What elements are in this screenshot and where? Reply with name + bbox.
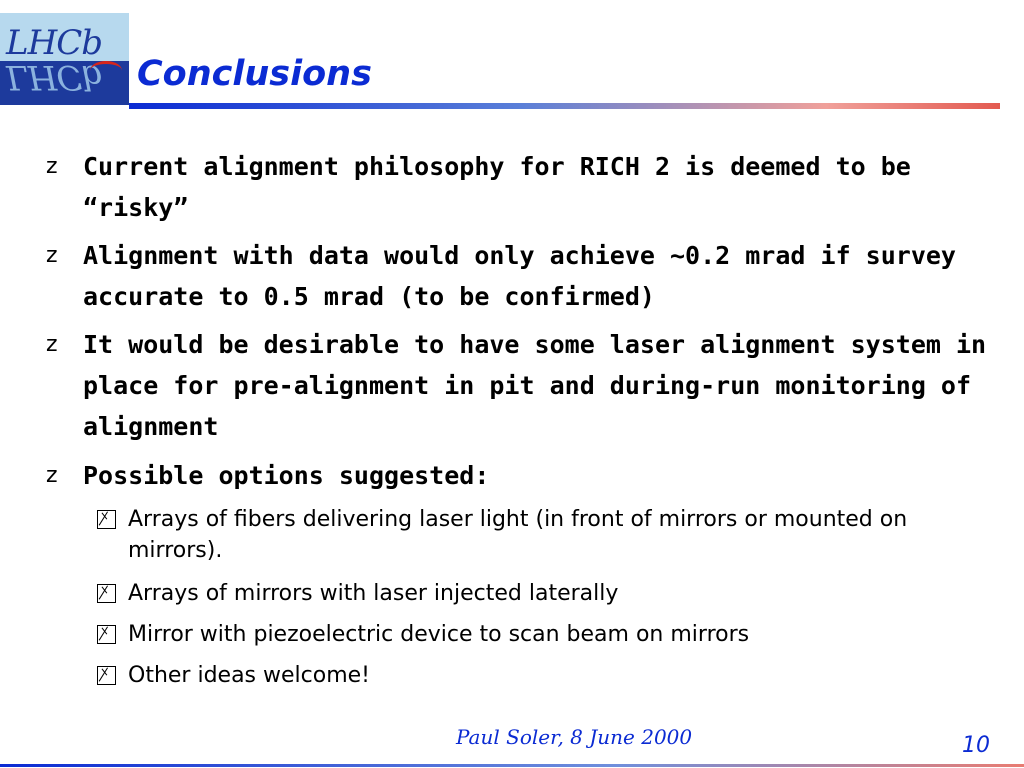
checkbox-y-icon — [97, 666, 116, 685]
subbullet-text: Arrays of mirrors with laser injected laterally — [128, 581, 619, 606]
bullet-item — [46, 324, 1001, 447]
bullet-text: It would be desirable to have some laser alignment system in place for pre-alignment in pit and during-run monitoring of alignment — [83, 330, 987, 441]
bullet-glyph: z — [46, 463, 58, 488]
bullet-glyph: z — [46, 332, 58, 357]
logo-wordmark-reflection: LHCb — [6, 57, 103, 97]
subbullet-text: Other ideas welcome! — [128, 663, 370, 688]
bullet-glyph: z — [46, 154, 58, 179]
page-number: 10 — [962, 733, 990, 758]
bullet-text: Possible options suggested: — [83, 461, 490, 490]
subbullet-text: Mirror with piezoelectric device to scan beam on mirrors — [128, 622, 750, 647]
slide-title: Conclusions — [137, 54, 372, 94]
subbullet-item — [97, 504, 977, 566]
checkbox-y-icon — [97, 625, 116, 644]
bullet-item — [46, 146, 1001, 228]
checkbox-y-icon — [97, 584, 116, 603]
subbullet-item — [97, 660, 977, 691]
checkbox-y-icon — [97, 510, 116, 529]
logo-swoosh — [90, 61, 122, 80]
subbullet-item — [97, 619, 977, 650]
subbullet-text: Arrays of fibers delivering laser light (in front of mirrors or mounted on mirrors). — [128, 507, 908, 563]
bullet-item — [46, 235, 1001, 317]
subbullet-item — [97, 578, 977, 609]
logo-wordmark: LHCb — [6, 23, 103, 63]
bullet-text: Alignment with data would only achieve ~0.2 mrad if survey accurate to 0.5 mrad (to be confirmed) — [83, 241, 956, 311]
title-divider — [129, 103, 1000, 109]
footer-divider — [0, 764, 1024, 767]
footer-author-date: Paul Soler, 8 June 2000 — [456, 725, 693, 749]
bullet-item — [46, 455, 1001, 496]
lhcb-logo — [0, 13, 129, 105]
bullet-glyph: z — [46, 243, 58, 268]
bullet-text: Current alignment philosophy for RICH 2 is deemed to be “risky” — [83, 152, 911, 222]
